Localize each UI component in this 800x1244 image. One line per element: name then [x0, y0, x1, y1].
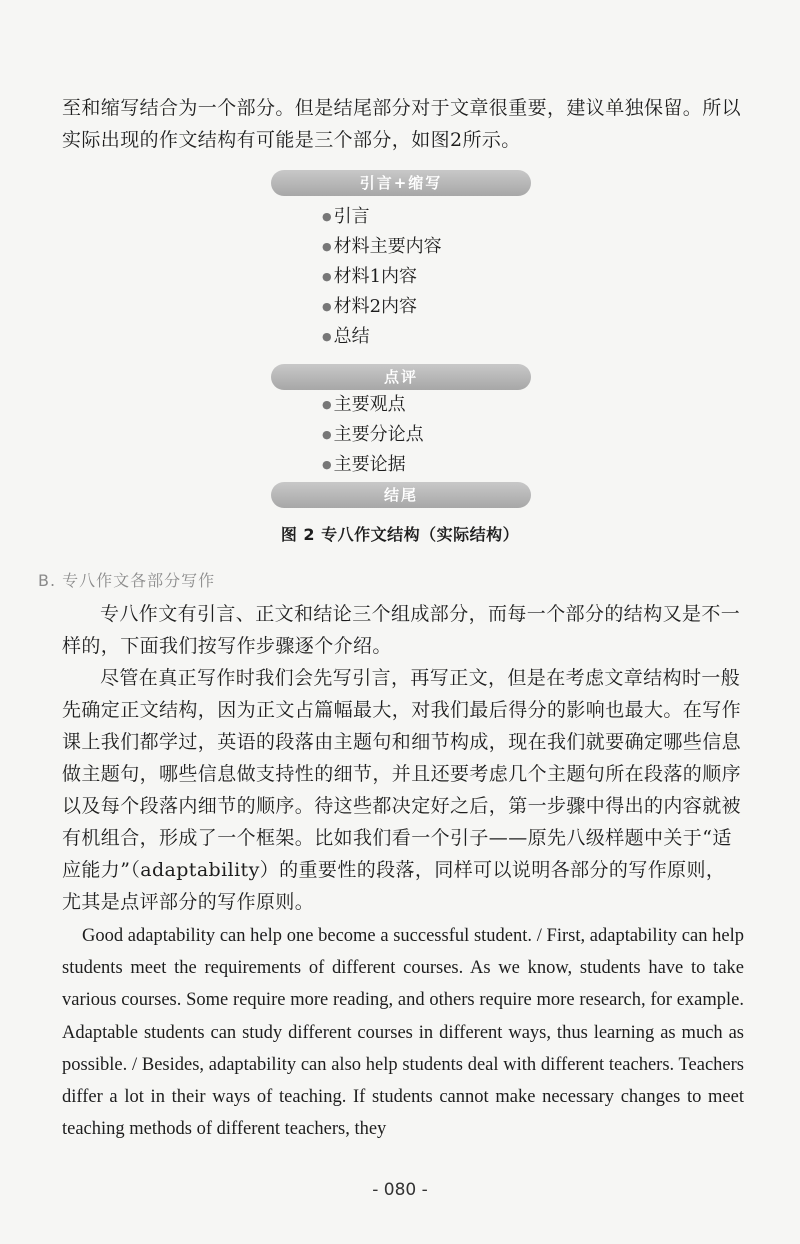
list-item: ● 材料1内容 [322, 266, 418, 287]
body-paragraph: 专八作文有引言、正文和结论三个组成部分，而每一个部分的结构又是不一样的，下面我们按写作步骤逐个介绍。 [62, 603, 741, 657]
bullet-icon: ● [322, 428, 332, 441]
structure-diagram [0, 168, 800, 518]
bullet-icon: ● [322, 210, 332, 223]
section-bar-conclusion: 结尾 [271, 482, 531, 508]
english-sample-paragraph: Good adaptability can help one become a successful student. / First, adaptability can help students meet the requirements of different courses. As we know, students have to take various courses. Some require more reading, and others require more research, for example. Adaptable students can study different courses in different ways, thus learning as much as possible. / Besides, adaptability can also help students deal with different teachers. Teachers differ a lot in their ways of teaching. If students cannot make necessary changes to meet teaching methods of different teachers, they [62, 926, 744, 1140]
section-bar-commentary: 点评 [271, 364, 531, 390]
list-item: ● 材料主要内容 [322, 236, 442, 257]
list-item: ● 总结 [322, 326, 370, 347]
intro-paragraph: 至和缩写结合为一个部分。但是结尾部分对于文章很重要，建议单独保留。所以实际出现的作文结构有可能是三个部分，如图2所示。 [62, 97, 742, 151]
list-item: ● 引言 [322, 206, 370, 227]
list-item: ● 主要观点 [322, 394, 406, 415]
page-number: - 080 - [372, 1180, 428, 1200]
list-item: ● 材料2内容 [322, 296, 418, 317]
bullet-icon: ● [322, 300, 332, 313]
section-bar-intro-summary: 引言+缩写 [271, 170, 531, 196]
intro-summary-list [322, 202, 442, 352]
figure-caption: 图 2 专八作文结构（实际结构） [280, 525, 520, 544]
bullet-icon: ● [322, 398, 332, 411]
bullet-icon: ● [322, 240, 332, 253]
bullet-icon: ● [322, 270, 332, 283]
body-paragraph: 尽管在真正写作时我们会先写引言，再写正文，但是在考虑文章结构时一般先确定正文结构，因为正文占篇幅最大，对我们最后得分的影响也最大。在写作课上我们都学过，英语的段落由主题句和细节构成，现在我们就要确定哪些信息做主题句，哪些信息做支持性的细节，并且还要考虑几个主题句所在段落的顺序以及每个段落内细节的顺序。待这些都决定好之后，第一步骤中得出的内容就被有机组合，形成了一个框架。比如我们看一个引子——原先八级样题中关于“适应能力”（adaptability）的重要性的段落，同样可以说明各部分的写作原则，尤其是点评部分的写作原则。 [62, 667, 742, 913]
bullet-icon: ● [322, 458, 332, 471]
commentary-list [322, 390, 424, 480]
list-item: ● 主要分论点 [322, 424, 424, 445]
list-item: ● 主要论据 [322, 454, 406, 475]
bullet-icon: ● [322, 330, 332, 343]
section-heading: B. 专八作文各部分写作 [38, 571, 216, 590]
